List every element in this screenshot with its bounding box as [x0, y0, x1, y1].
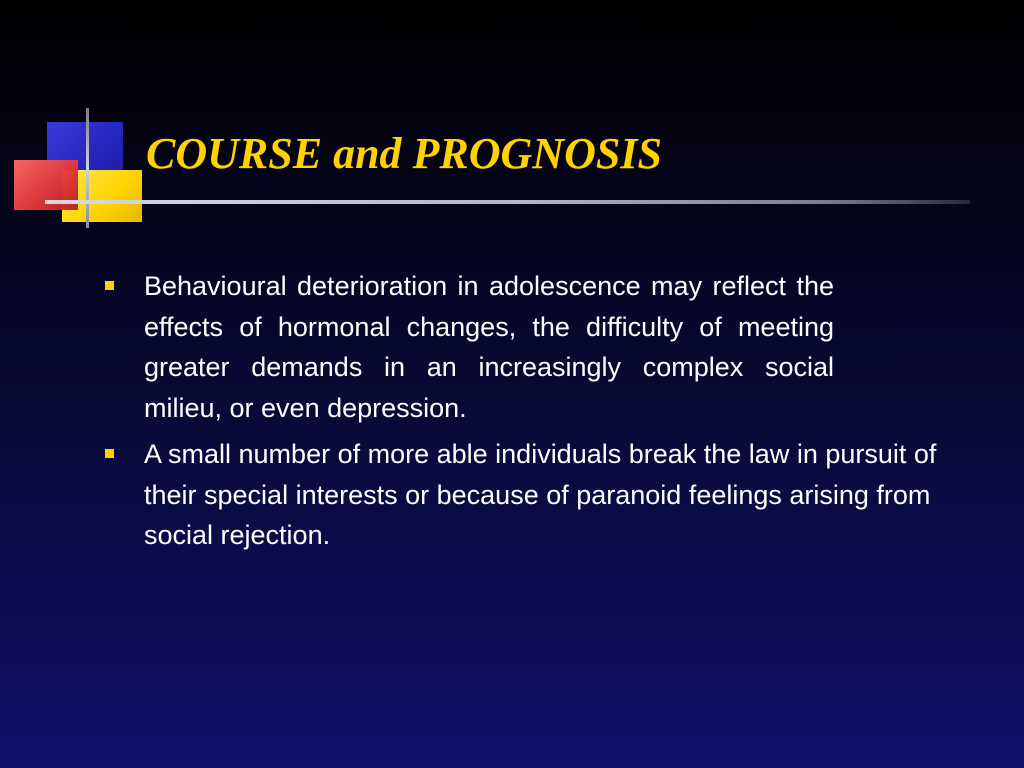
- bullet-square-icon: [105, 449, 114, 458]
- bullet-text: Behavioural deterioration in adolescence may reflect the effects of hormonal changes, the difficulty of meeting greater demands in an increasingly complex social milieu, or even depression.: [144, 271, 834, 423]
- title-underline: [45, 200, 970, 204]
- bullet-list: [105, 266, 945, 562]
- bullet-item: [105, 266, 834, 428]
- bullet-item: [105, 434, 944, 556]
- slide-title: COURSE and PROGNOSIS: [146, 129, 662, 178]
- bullet-square-icon: [105, 281, 114, 290]
- logo-vertical-line: [86, 108, 89, 228]
- bullet-text: A small number of more able individuals break the law in pursuit of their special interests or because of paranoid feelings arising from social rejection.: [144, 439, 937, 550]
